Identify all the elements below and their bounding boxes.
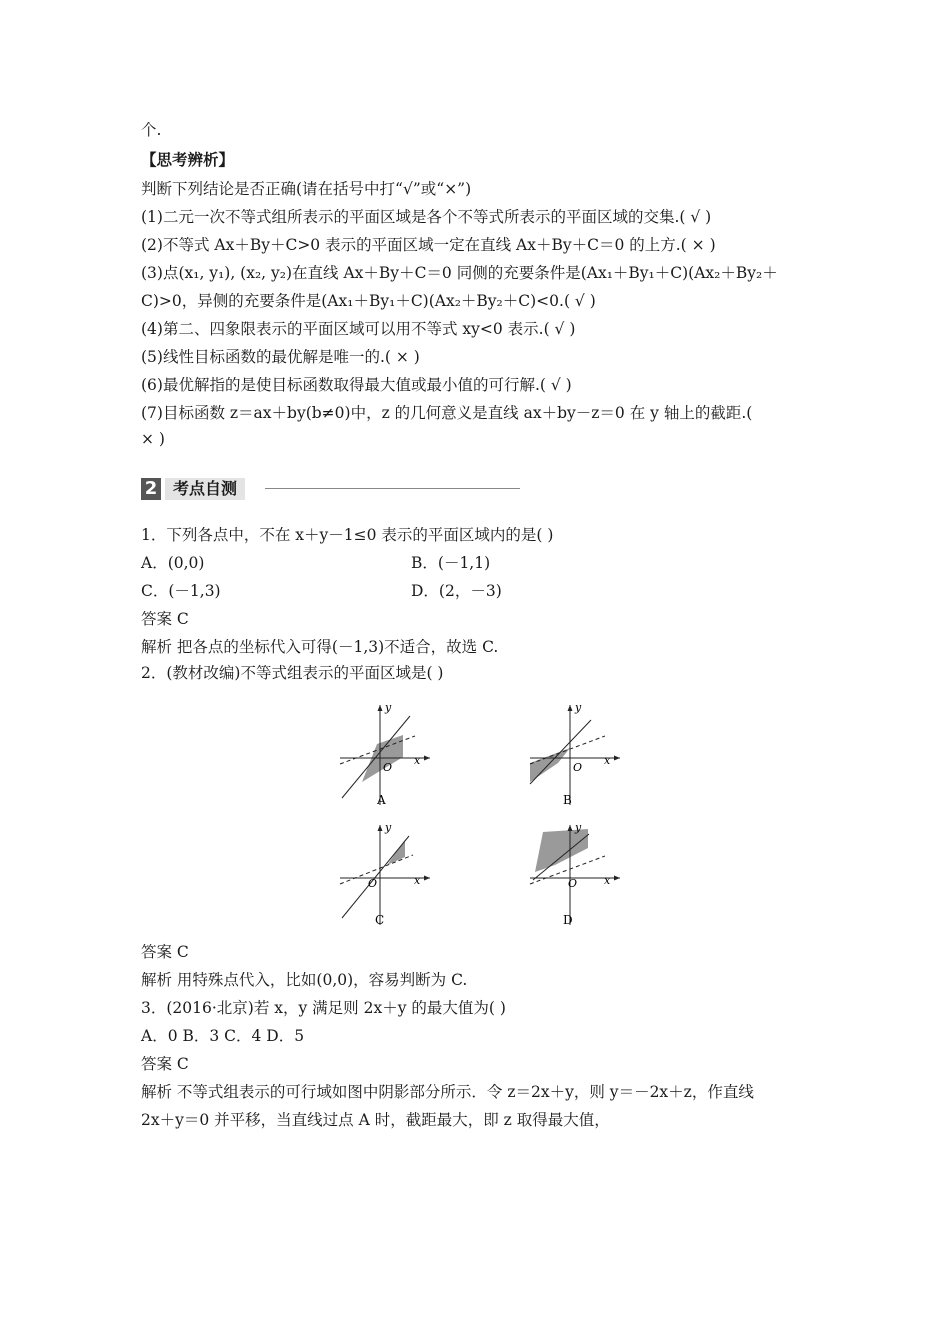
section-title: 考点自测	[165, 478, 245, 500]
judge-item-4: (4)第二、四象限表示的平面区域可以用不等式 xy<0 表示.( √ )	[141, 320, 576, 338]
judge-item-5: (5)线性目标函数的最优解是唯一的.( × )	[141, 348, 420, 366]
figure-b-y-label: y	[575, 701, 582, 714]
figure-a-y-label: y	[385, 701, 392, 714]
judge-item-1: (1)二元一次不等式组所表示的平面区域是各个不等式所表示的平面区域的交集.( √ )	[141, 208, 712, 226]
section-rule	[265, 488, 520, 489]
figure-c-y-label: y	[385, 821, 392, 834]
judge-item-2: (2)不等式 Ax＋By＋C>0 表示的平面区域一定在直线 Ax＋By＋C＝0 的上方.( × )	[141, 236, 716, 254]
figure-d-x-label: x	[604, 874, 611, 887]
q1-answer: 答案 C	[141, 610, 189, 628]
judge-item-7a: (7)目标函数 z＝ax＋by(b≠0)中，z 的几何意义是直线 ax＋by－z＝0 在 y 轴上的截距.(	[141, 404, 753, 422]
text-line-1: 个.	[141, 121, 162, 139]
q1-option-d: D．(2，－3)	[411, 582, 502, 600]
figure-c-x-label: x	[414, 874, 421, 887]
judge-item-6: (6)最优解指的是使目标函数取得最大值或最小值的可行解.( √ )	[141, 376, 572, 394]
figure-d-shaded-region	[535, 829, 588, 872]
figure-c-caption: C	[375, 913, 385, 927]
q1-option-a: A．(0,0)	[141, 554, 205, 572]
figure-d-origin-label: O	[568, 877, 578, 890]
q1-option-c: C．(－1,3)	[141, 582, 221, 600]
figure-a-caption: A	[377, 793, 386, 807]
q1-analysis: 解析 把各点的坐标代入可得(－1,3)不适合，故选 C.	[141, 638, 499, 656]
figure-b-x-label: x	[604, 754, 611, 767]
section-number-badge: 2	[141, 478, 161, 500]
heading-thinking: 【思考辨析】	[141, 150, 235, 169]
q1-stem: 1．下列各点中，不在 x＋y－1≤0 表示的平面区域内的是( )	[141, 526, 554, 544]
q3-analysis-1: 解析 不等式组表示的可行域如图中阴影部分所示．令 z＝2x＋y，则 y＝－2x＋z，作直线	[141, 1083, 754, 1101]
q3-stem: 3．(2016·北京)若 x，y 满足则 2x＋y 的最大值为( )	[141, 999, 506, 1017]
q3-answer: 答案 C	[141, 1055, 189, 1073]
q3-analysis-2: 2x＋y＝0 并平移，当直线过点 A 时，截距最大，即 z 取得最大值，	[141, 1111, 610, 1129]
text-line-3: 判断下列结论是否正确(请在括号中打“√”或“×”)	[141, 180, 472, 198]
figure-b-caption: B	[563, 793, 572, 807]
figure-c	[335, 820, 435, 930]
figure-c-origin-label: O	[368, 877, 378, 890]
figure-b	[525, 700, 625, 810]
figure-d-y-label: y	[575, 821, 582, 834]
judge-item-7b: × )	[141, 430, 165, 448]
q1-option-b: B．(－1,1)	[411, 554, 491, 572]
judge-item-3a: (3)点(x₁, y₁), (x₂, y₂)在直线 Ax＋By＋C＝0 同侧的充要条件是(Ax₁＋By₁＋C)(Ax₂＋By₂＋	[141, 264, 778, 282]
figure-a-origin-label: O	[383, 761, 393, 774]
figure-a-x-label: x	[414, 754, 421, 767]
q2-stem: 2．(教材改编)不等式组表示的平面区域是( )	[141, 664, 444, 682]
judge-item-3b: C)>0，异侧的充要条件是(Ax₁＋By₁＋C)(Ax₂＋By₂＋C)<0.( √ )	[141, 292, 596, 310]
figure-d	[525, 820, 625, 930]
q3-options: A．0 B．3 C．4 D．5	[141, 1027, 305, 1045]
figure-d-caption: D	[563, 913, 573, 927]
figure-b-origin-label: O	[573, 761, 583, 774]
figure-b-shaded-region	[530, 748, 570, 782]
figure-a	[335, 700, 435, 810]
q2-answer: 答案 C	[141, 943, 189, 961]
q2-analysis: 解析 用特殊点代入，比如(0,0)，容易判断为 C.	[141, 971, 468, 989]
